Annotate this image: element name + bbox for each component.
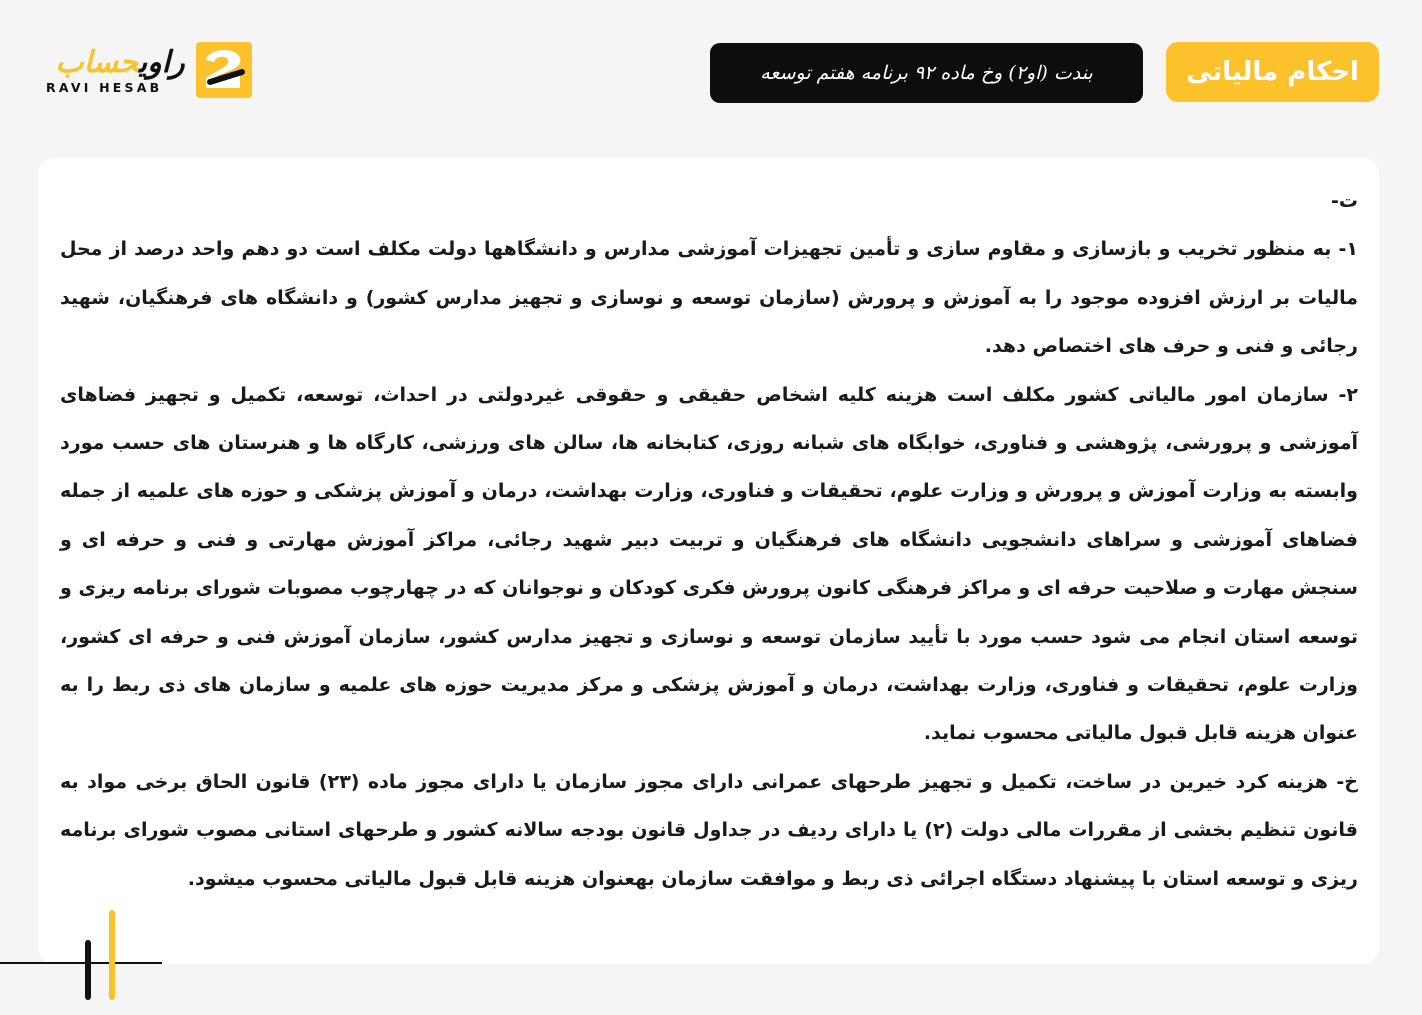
paragraph-2: ۲- سازمان امور مالیاتی کشور مکلف است هزینه کلیه اشخاص حقیقی و حقوقی غیردولتی در احداث، توسعه، تکمیل و تجهیز فضاهای آموزشی و پرورشی، پژوهشی و فناوری، خوابگاه های شبانه روزی، کتابخانه ها، سالن های ورزشی، کارگاه ها و هنرستان های حسب مورد وابسته به وزارت آموزش و پرورش و وزارت علوم، تحقیقات و فناوری، وزارت بهداشت، درمان و آموزش پزشکی و حوزه های علمیه از جمله فضاهای آموزشی و سراهای دانشجویی دانشگاه های فرهنگیان و تربیت دبیر شهید رجائی، مراکز آموزش مهارتی و فنی و حرفه ای و سنجش مهارت و صلاحیت حرفه ای و مراکز فرهنگی کانون پرورش فکری کودکان و نوجوانان که در چهارچوب مصوبات شورای برنامه ریزی و توسعه استان انجام می شود حسب مورد با تأیید سازمان توسعه و نوسازی و تجهیز مدارس کشور، سازمان آموزش فنی و حرفه ای کشور، وزارت علوم، تحقیقات و فناوری، وزارت بهداشت، درمان و آموزش پزشکی و مرکز مدیریت حوزه های علمیه و سازمان های ذی ربط را به عنوان هزینه قابل قبول مالیاتی محسوب نماید. (60, 383, 1358, 745)
logo-mark-icon (196, 42, 252, 98)
subtitle-badge (710, 43, 1143, 103)
subtitle: بندت (او۲) وخ ماده ۹۲ برنامه هفتم توسعه (760, 62, 1093, 84)
logo-word-part1: راوی (138, 45, 185, 80)
decorative-lines (0, 905, 165, 1005)
paragraph-3: خ- هزینه کرد خیرین در ساخت، تکمیل و تجهیز طرحهای عمرانی دارای مجوز سازمان یا دارای مجوز ماده (۲۳) قانون الحاق برخی مواد به قانون تنظیم بخشی از مقررات مالی دولت (۲) یا دارای ردیف در جداول قانون بودجه سالانه کشور و طرحهای استانی مصوب شورای برنامه ریزی و توسعه استان با پیشنهاد دستگاه اجرائی ذی ربط و موافقت سازمان بهعنوان هزینه قابل قبول مالیاتی محسوب میشود. (60, 770, 1358, 890)
logo-latin-text: RAVI HESAB (46, 80, 163, 95)
section-title-badge (1166, 42, 1379, 102)
paragraph-1: ۱- به منظور تخریب و بازسازی و مقاوم سازی و تأمین تجهیزات آموزشی مدارس و دانشگاهها دولت مکلف است دو دهم واحد درصد از محل مالیات بر ارزش افزوده موجود را به آموزش و پرورش (سازمان توسعه و نوسازی و تجهیز مدارس کشور) و دانشگاه های فرهنگیان، شهید رجائی و فنی و حرف های اختصاص دهد. (60, 238, 1358, 358)
ravi-hesab-logo (40, 40, 252, 100)
logo-word-part2: حساب (55, 45, 139, 80)
section-title: احکام مالیاتی (1186, 57, 1359, 87)
tax-provisions-text (60, 177, 1358, 903)
logo-wordmark (40, 46, 200, 80)
section-marker: ت- (1331, 190, 1358, 212)
